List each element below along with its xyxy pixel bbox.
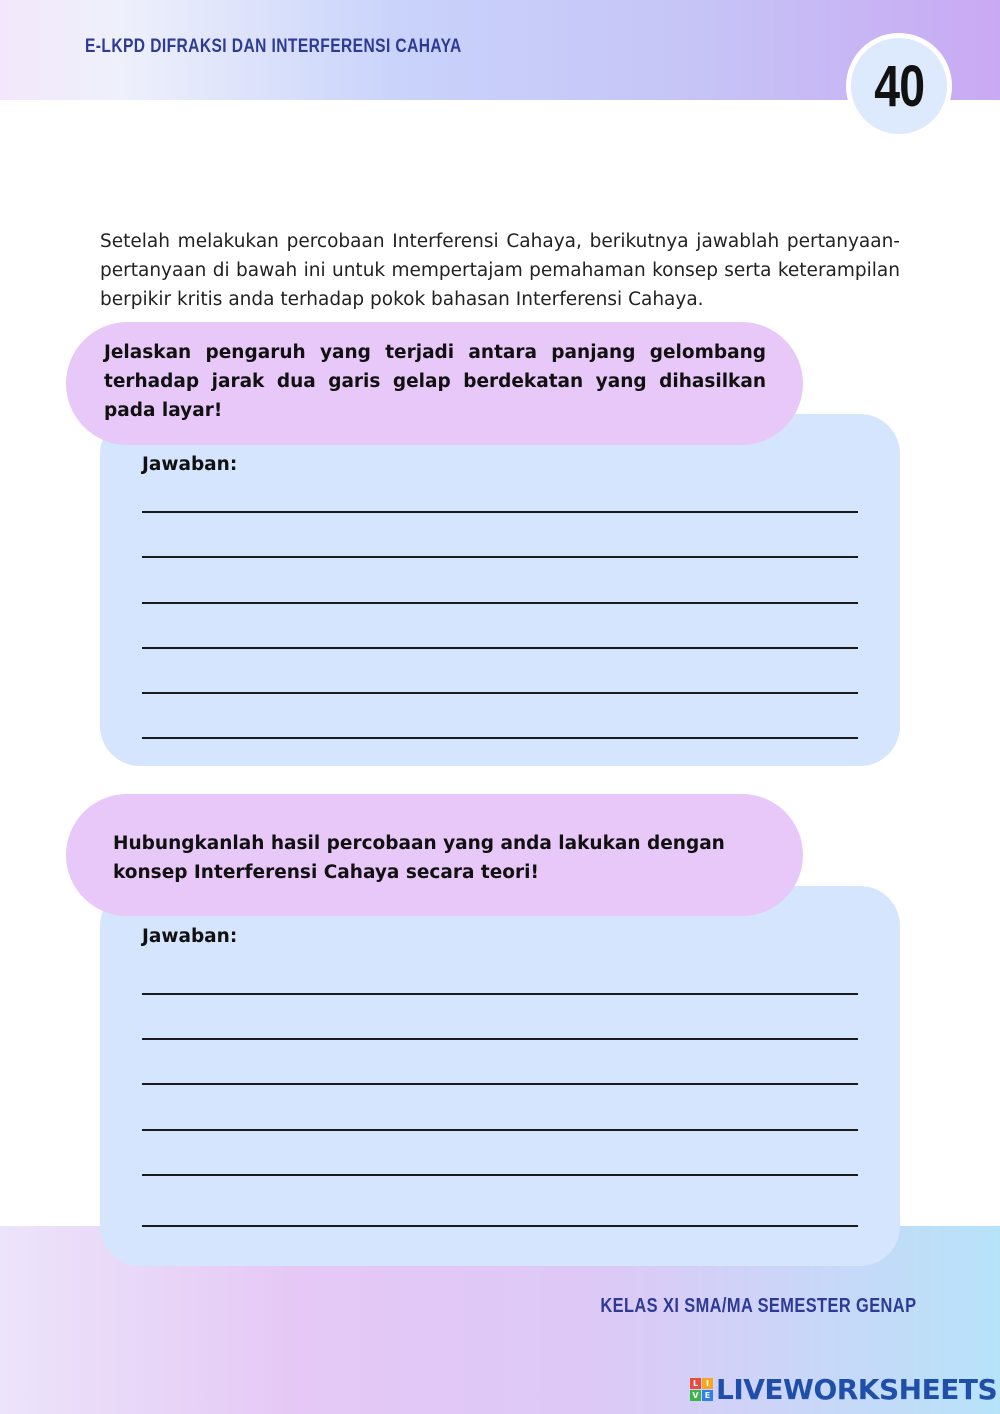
answer-label-1: Jawaban:: [142, 454, 238, 475]
answer-box-1: [100, 414, 900, 766]
answer-line[interactable]: [142, 511, 858, 513]
liveworksheets-icon: [690, 1378, 713, 1401]
question-bubble-2: [66, 794, 803, 916]
liveworksheets-wordmark: LIVEWORKSHEETS: [716, 1372, 998, 1406]
answer-box-2: [100, 886, 900, 1266]
logo-letter-l: L: [690, 1378, 701, 1389]
logo-letter-i: I: [702, 1378, 713, 1389]
answer-line[interactable]: [142, 1083, 858, 1085]
answer-line[interactable]: [142, 1129, 858, 1131]
footer-class-label: KELAS XI SMA/MA SEMESTER GENAP: [599, 1295, 916, 1317]
answer-line[interactable]: [142, 993, 858, 995]
logo-letter-e: E: [702, 1390, 713, 1401]
answer-line[interactable]: [142, 647, 858, 649]
answer-line[interactable]: [142, 692, 858, 694]
answer-line[interactable]: [142, 1174, 858, 1176]
page-number-badge: [846, 33, 952, 139]
question-text-2: Hubungkanlah hasil percobaan yang anda lakukan dengan konsep Interferensi Cahaya secara teori!: [113, 833, 725, 883]
answer-line[interactable]: [142, 1225, 858, 1227]
answer-box-2-bottom: [100, 1226, 900, 1266]
liveworksheets-logo: [690, 1372, 997, 1406]
logo-letter-v: V: [690, 1390, 701, 1401]
intro-paragraph: Setelah melakukan percobaan Interferensi Cahaya, berikutnya jawablah pertanyaan-pertanyaan di bawah ini untuk mempertajam pemahaman konsep serta keterampilan berpikir kritis anda terhadap pokok bahasan Interferensi Cahaya.: [100, 230, 900, 310]
question-text-1: Jelaskan pengaruh yang terjadi antara panjang gelombang terhadap jarak dua garis gelap berdekatan yang dihasilkan pada layar!: [104, 342, 766, 421]
answer-line[interactable]: [142, 556, 858, 558]
page-number: 40: [873, 53, 924, 119]
page-number-circle: [851, 38, 947, 134]
answer-label-2: Jawaban:: [142, 926, 238, 947]
question-bubble-1: [66, 322, 803, 445]
answer-line[interactable]: [142, 737, 858, 739]
answer-line[interactable]: [142, 1038, 858, 1040]
document-title: E-LKPD DIFRAKSI DAN INTERFERENSI CAHAYA: [85, 36, 462, 57]
answer-line[interactable]: [142, 602, 858, 604]
